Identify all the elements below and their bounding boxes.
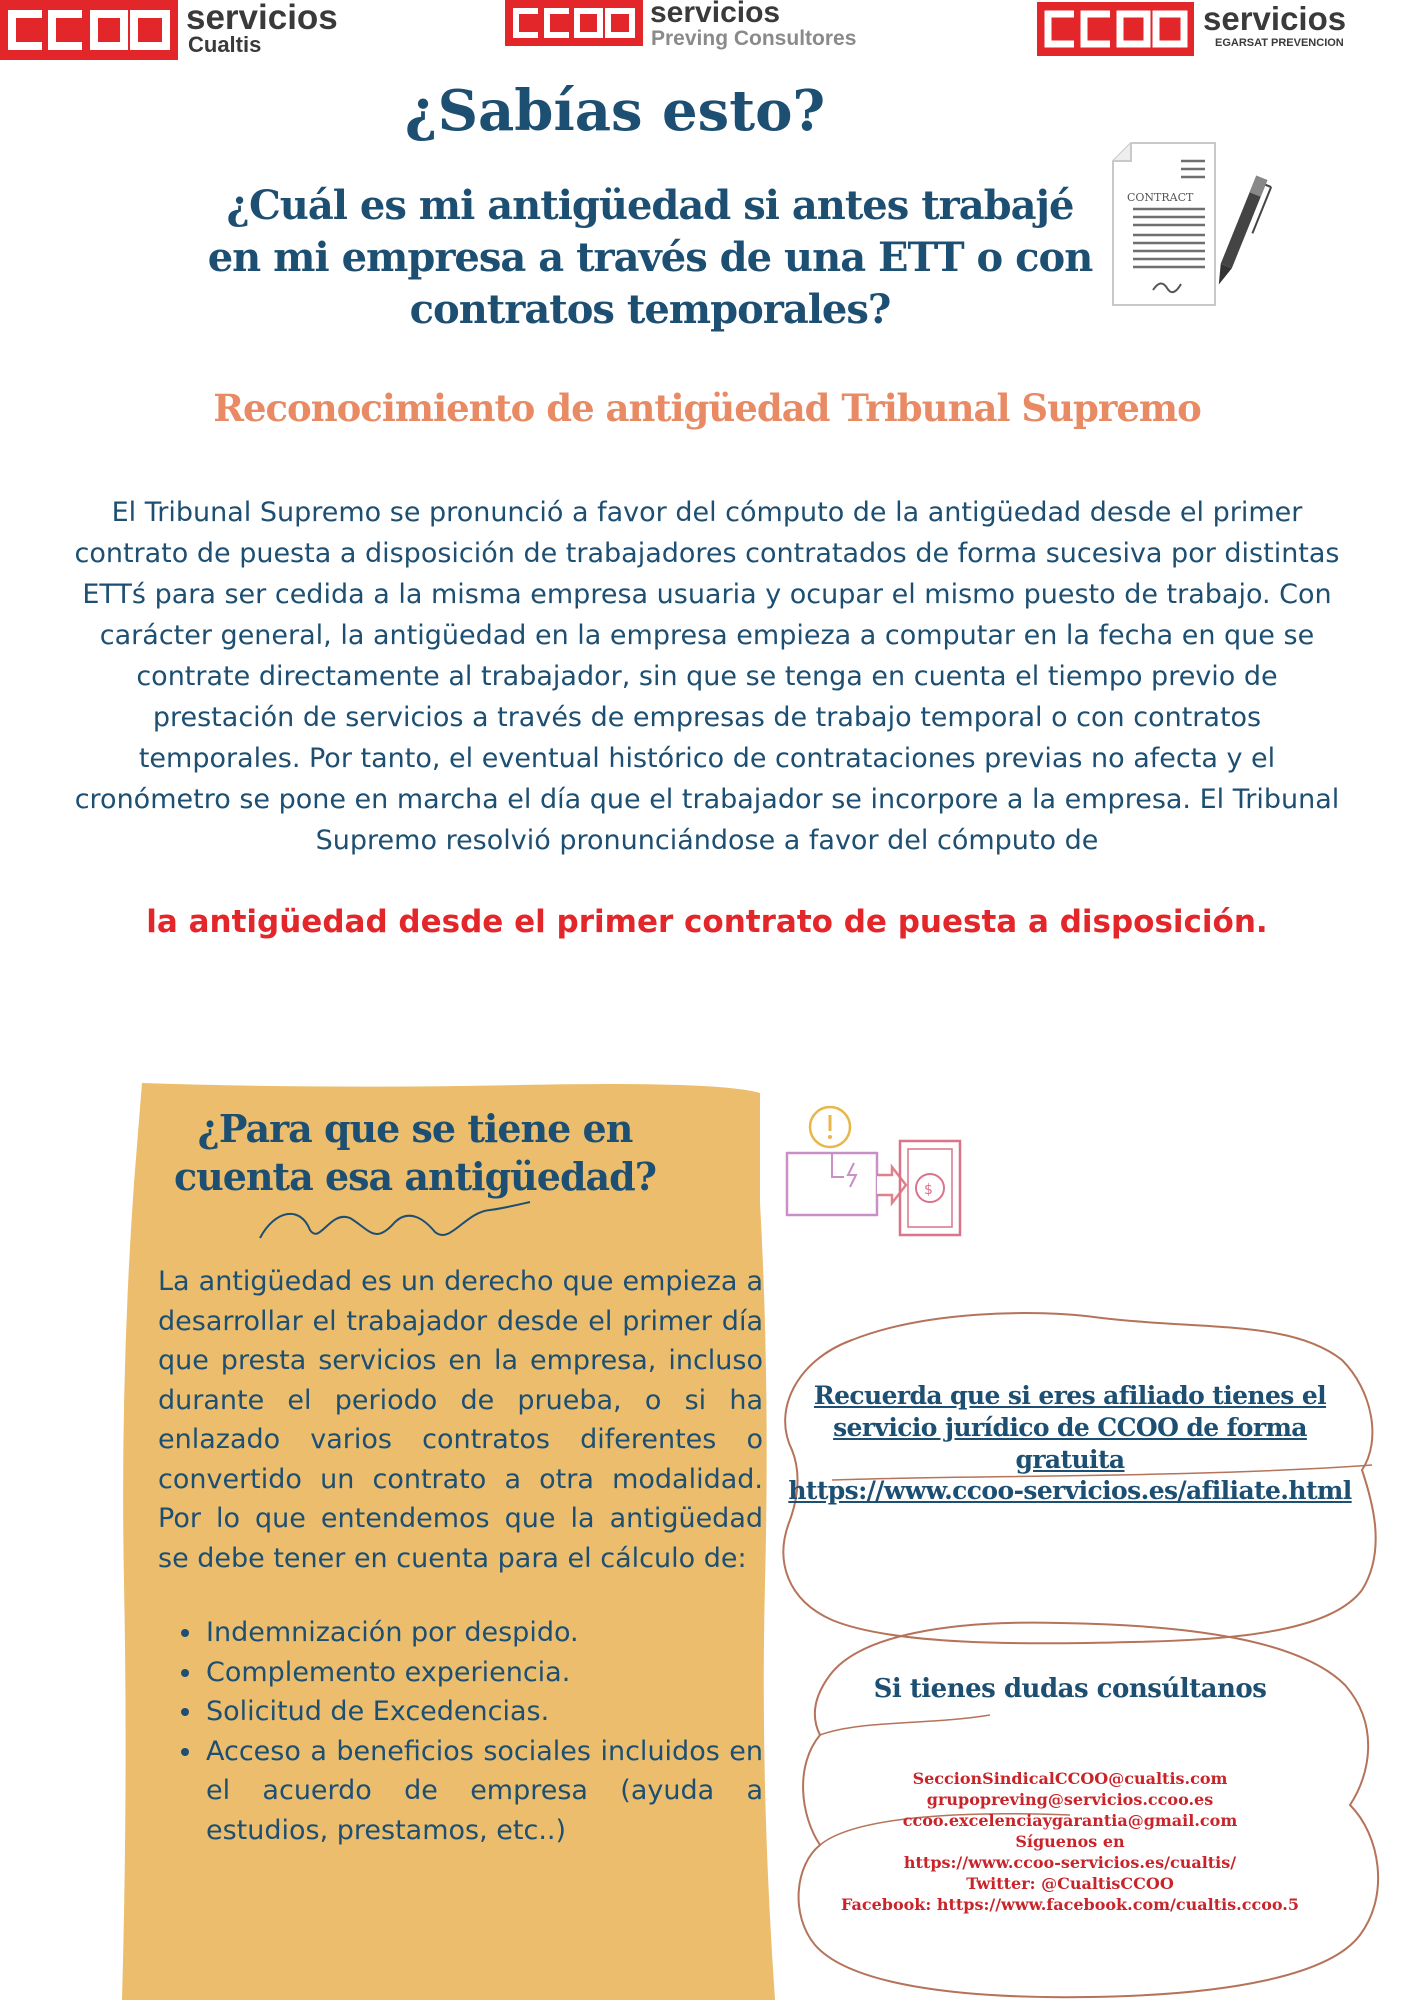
page-title: ¿Sabías esto? [404,78,826,144]
website-link[interactable]: https://www.ccoo-servicios.es/cualtis/ [903,1853,1237,1872]
afiliate-url-link[interactable]: https://www.ccoo-servicios.es/afiliate.html [788,1476,1352,1505]
logo-sub: EGARSAT PREVENCION [1215,37,1344,49]
logo-brand: servicios [186,0,338,37]
follow-label: Síguenos en [1015,1832,1125,1851]
list-item: • Solicitud de Excedencias. [204,1692,763,1732]
contact-email[interactable]: ccoo.excelenciaygarantia@gmail.com [902,1811,1238,1830]
contact-list [780,1768,1360,1915]
ccoo-wordmark-icon [511,6,637,40]
list-item: • Complemento experiencia. [204,1653,763,1693]
logo-ccoo-cualtis [0,0,370,60]
section-subtitle: Reconocimiento de antigüedad Tribunal Supremo [213,386,1201,430]
contract-icon [1105,135,1275,310]
logo-brand: servicios [650,0,781,29]
logo-sub: Preving Consultores [651,27,857,50]
logo-ccoo-preving [505,0,885,50]
svg-text:$: $ [924,1182,933,1198]
ccoo-wordmark-icon [6,8,172,52]
contact-email[interactable]: grupopreving@servicios.ccoo.es [926,1790,1214,1809]
question-heading: ¿Cuál es mi antigüedad si antes trabajé en mi empresa a través de una ETT o con contratos temporales? [207,182,1093,333]
ccoo-wordmark-icon [1043,9,1188,49]
contract-icon-label: CONTRACT [1127,191,1194,204]
contact-title: Si tienes dudas consúltanos [873,1674,1267,1704]
money-transfer-icon [782,1105,972,1245]
card-title: ¿Para que se tiene en cuenta esa antigüedad? [173,1106,657,1199]
highlight-text: la antigüedad desde el primer contrato de puesta a disposición. [146,904,1268,940]
logo-ccoo-egarsat [1037,2,1414,56]
contact-email[interactable]: SeccionSindicalCCOO@cualtis.com [912,1769,1228,1788]
logo-brand: servicios [1203,0,1347,37]
logo-sub: Cualtis [188,32,262,57]
body-paragraph: El Tribunal Supremo se pronunció a favor del cómputo de la antigüedad desde el primer contrato de puesta a disposición de trabajadores contratados de forma sucesiva por distintas ETTś para ser cedida a la misma empresa usuaria y ocupar el mismo puesto de trabajo. Con carácter general, la antigüedad en la empresa empieza a computar en la fecha en que se contrate directamente al trabajador, sin que se tenga en cuenta el tiempo previo de prestación de servicios a través de empresas de trabajo temporal o con contratos temporales. Por tanto, el eventual histórico de contrataciones previas no afecta y el cronómetro se pone en marcha el día que el trabajador se incorpore a la empresa. El Tribunal Supremo resolvió pronunciándose a favor del cómputo de [74,497,1340,856]
list-item: • Indemnización por despido. [204,1613,763,1653]
list-item: • Acceso a beneficios sociales incluidos en el acuerdo de empresa (ayuda a estudios, prestamos, etc..) [204,1732,763,1851]
facebook-link[interactable]: Facebook: https://www.facebook.com/cualtis.ccoo.5 [840,1895,1299,1914]
membership-link[interactable]: Recuerda que si eres afiliado tienes el servicio jurídico de CCOO de forma gratuita [813,1381,1327,1474]
squiggle-decoration [255,1200,535,1245]
card-paragraph: La antigüedad es un derecho que empieza a desarrollar el trabajador desde el primer día que presta servicios en la empresa, incluso durante el periodo de prueba, o si ha enlazado varios contratos diferentes o convertido un contrato a otra modalidad. Por lo que entendemos que la antigüedad se debe tener en cuenta para el cálculo de: [158,1266,763,1574]
card-list [158,1613,763,1850]
twitter-link[interactable]: Twitter: @CualtisCCOO [966,1874,1174,1893]
